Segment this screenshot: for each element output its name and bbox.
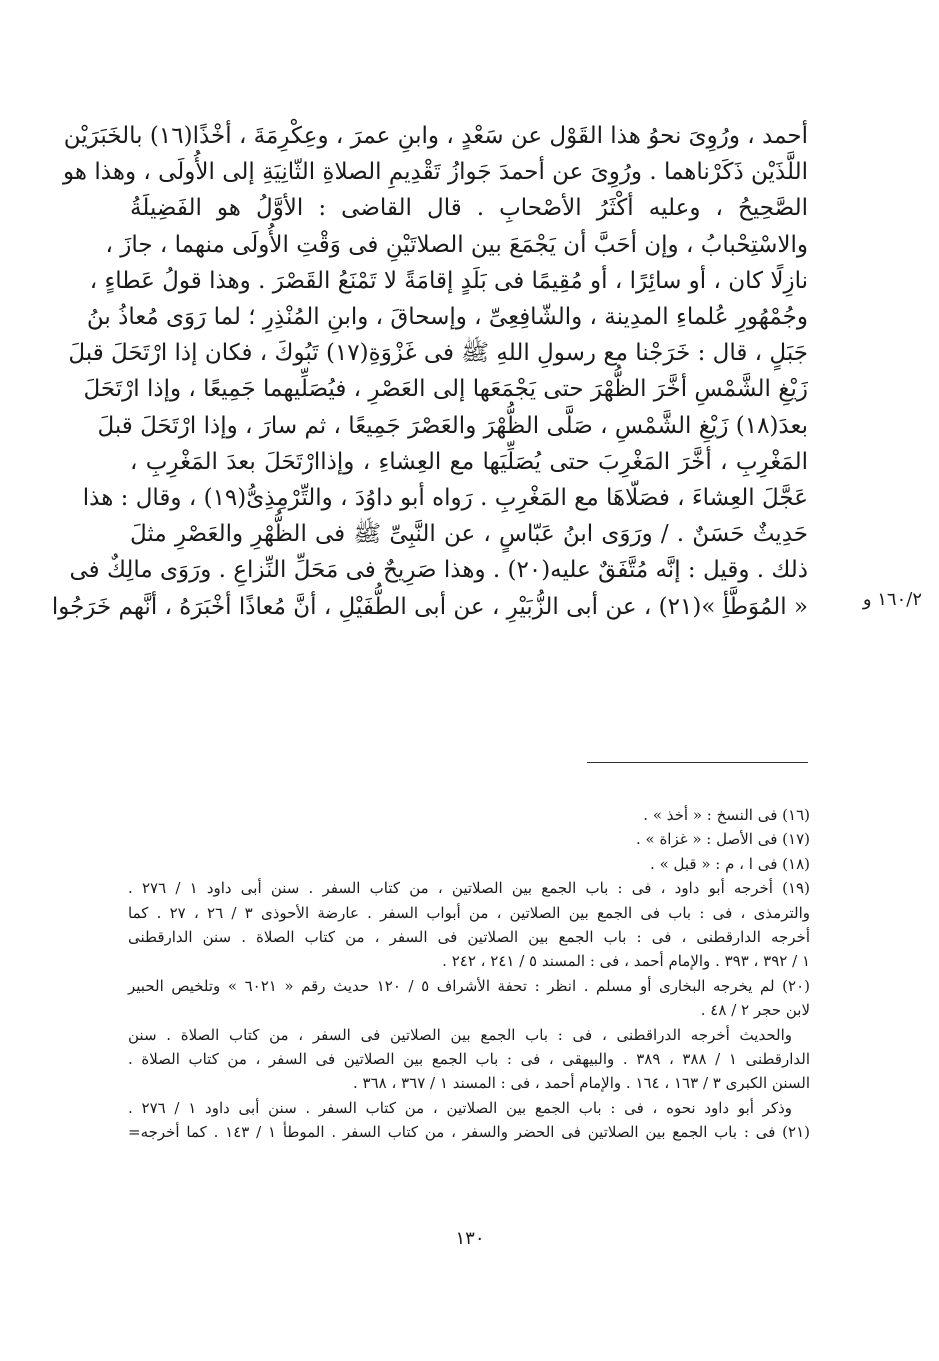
body-line: نازِلًا كان ، أو سائِرًا ، أو مُقِيمًا فى بَلَدٍ إقامَةً لا تَمْنَعُ القَصْرَ . وهذا قولُ عَطاءٍ ، (89, 267, 808, 294)
footnote-line: (١٧) فى الأصل : « غزاة » . (635, 830, 810, 849)
body-line: الصَّحِيحُ ، وعليه أكْثَرُ الأصْحابِ . قال القاضى : الأوَّلُ هو الفَضِيلَةُ (130, 195, 808, 222)
body-line: زَيْغِ الشَّمْسِ أخَّرَ الظُّهْرَ حتى يَجْمَعَها إلى العَصْرِ ، فيُصَلِّيهما جَمِيعًا ، وإذا ارْتَحَلَ (83, 376, 808, 403)
main-text-block (51, 118, 808, 625)
footnote-line: (١٦) فى النسخ : « أخذ » . (643, 806, 810, 824)
footnotes-block (128, 803, 810, 1145)
body-line: وجُمْهُورِ عُلماءِ المدِينة ، والشّافِعِىِّ ، وإسحاقَ ، وابنِ المُنْذِرِ ؛ لما رَوَى مُعاذُ بنُ (86, 304, 808, 331)
footnote-line: لابن حجر ٢ / ٤٨ . (700, 1001, 810, 1020)
body-line: المَغْرِبِ ، أخَّرَ المَغْرِبَ حتى يُصَلِّيَها مع العِشاءِ ، وإذاارْتَحَلَ بعدَ المَغْرِبِ ، (130, 448, 808, 475)
body-line: بعدَ(١٨) زَيْغِ الشَّمْسِ ، صَلَّى الظُّهْرَ والعَصْرَ جَمِيعًا ، ثم سارَ ، وإذا ارْتَحَلَ قبلَ (97, 412, 808, 439)
footnote-divider (587, 762, 808, 763)
footnote-line: ١ / ٣٩٢ ، ٣٩٣ . والإمام أحمد ، فى : المسند ٥ / ٢٤١ ، ٢٤٢ . (442, 952, 810, 971)
footnote-line: السنن الكبرى ٣ / ١٦٣ ، ١٦٤ . والإمام أحمد ، فى : المسند ١ / ٣٦٧ ، ٣٦٨ . (352, 1074, 810, 1093)
body-line: اللَّذَيْن ذَكَرْناهما . ورُوِىَ عن أحمدَ جَوازُ تَقْدِيمِ الصلاةِ الثّانِيَةِ إلى الأُولَى ، وهذا هو (63, 159, 808, 186)
body-line: جَبَلٍ ، قال : خَرَجْنا مع رسولِ اللهِ ﷺ فى غَزْوَةِ(١٧) تَبُوكَ ، فكان إذا ارْتَحَلَ قبلَ (68, 340, 808, 367)
footnote-line: (١٩) أخرجه أبو داود ، فى : باب الجمع بين الصلاتين ، من كتاب السفر . سنن أبى داود ١ / ٢٧٦ . (128, 879, 810, 898)
footnote-line: الدارقطنى ١ / ٣٨٨ ، ٣٨٩ . والبيهقى ، فى : باب الجمع بين الصلاتين فى السفر ، من كتاب الصلاة . (128, 1050, 811, 1069)
body-line: حَدِيثٌ حَسَنٌ . / ورَوَى ابنُ عَبّاسٍ ، عن النَّبِىِّ ﷺ فى الظُّهْرِ والعَصْرِ مثلَ (130, 521, 808, 548)
footnote-line: وذكر أبو داود نحوه ، فى : باب الجمع بين الصلاتين ، من كتاب السفر . سنن أبى داود ١ / ٢٧٦ . (128, 1098, 792, 1117)
body-line: ذلك . وقيل : إنَّه مُتَّفَقٌ عليه(٢٠) . وهذا صَرِيحٌ فى مَحَلِّ النِّزاعِ . ورَوَى مالِكٌ فى (69, 557, 808, 584)
footnote-line: والترمذى ، فى : باب فى الجمع بين الصلاتين ، من أبواب السفر . عارضة الأحوذى ٣ / ٢٦ ، ٢٧ . كما (128, 903, 811, 922)
margin-reference-note: ١٦٠/٢ و (862, 589, 922, 610)
footnote-line: (٢٠) لم يخرجه البخارى أو مسلم . انظر : تحفة الأشراف ٥ / ١٢٠ حديث رقم « ٦٠٢١ » وتلخيص الحبير (128, 976, 810, 995)
body-line: عَجَّلَ العِشاءَ ، فصَلّاهَا مع المَغْرِبِ . رَواه أبو داوُدَ ، والتِّرْمِذِىُّ(١٩) ، وقال : هذا (82, 485, 808, 512)
body-line: « المُوَطَّأِ »(٢١) ، عن أبى الزُّبَيْرِ ، عن أبى الطُّفَيْلِ ، أنَّ مُعاذًا أخْبَرَهُ ، أنَّهم خَرَجُوا (51, 593, 808, 620)
footnote-line: (٢١) فى : باب الجمع بين الصلاتين فى الحضر والسفر ، من كتاب السفر . الموطأ ١ / ١٤٣ . كما أخرجه= (128, 1123, 811, 1142)
body-line: أحمد ، ورُوِىَ نحوُ هذا القَوْل عن سَعْدٍ ، وابنِ عمرَ ، وعِكْرِمَةَ ، أخْذًا(١٦) بالخَبَرَيْن (63, 123, 808, 149)
footnote-line: (١٨) فى ا ، م : « قبل » . (650, 854, 810, 873)
footnote-line: أخرجه الدارقطنى ، فى : باب الجمع بين الصلاتين فى السفر ، من كتاب الصلاة . سنن الدارقطنى (128, 928, 810, 947)
footnote-line: والحديث أخرجه الدراقطنى ، فى : باب الجمع بين الصلاتين فى السفر ، من كتاب الصلاة . سنن (128, 1025, 792, 1044)
body-line: والاسْتِحْبابُ ، وإن أحَبَّ أن يَجْمَعَ بين الصلاتَيْنِ فى وَقْتِ الأُولَى منهما ، جازَ ، (105, 231, 808, 258)
page-number: ١٣٠ (455, 1228, 485, 1249)
